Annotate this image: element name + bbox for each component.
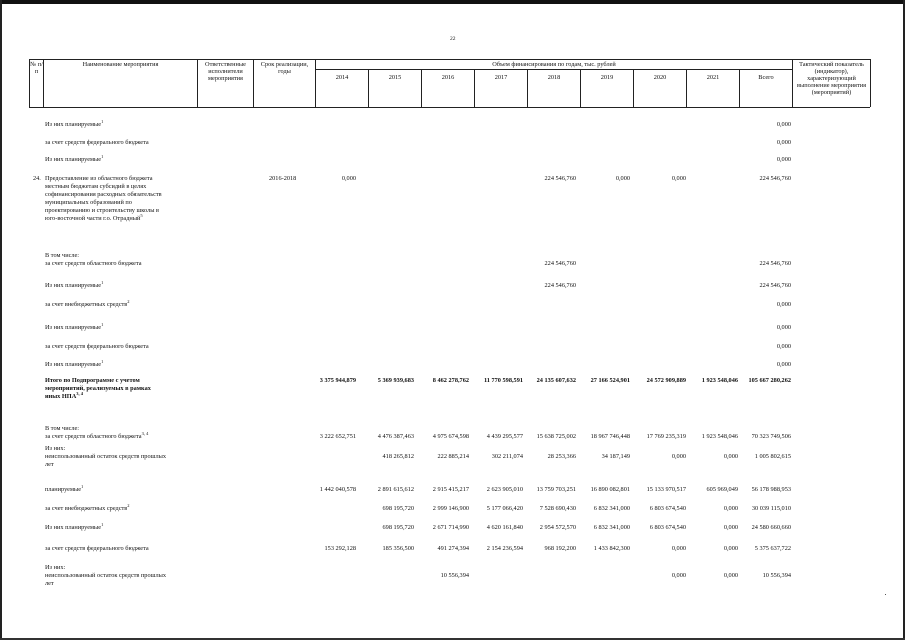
- header-year: 2018: [547, 74, 561, 81]
- row-label: [45, 279, 104, 290]
- row-label-text: за счет средств федерального бюджета: [45, 139, 149, 146]
- row-label-text: лет: [45, 579, 54, 587]
- row-value: 4 975 674,598: [432, 432, 469, 440]
- row-value: 2 623 905,010: [486, 486, 523, 493]
- row-value: 968 192,200: [544, 545, 576, 552]
- row-value: 0,000: [723, 524, 738, 531]
- row-value: 105 667 280,262: [748, 377, 791, 384]
- row-value: 0,000: [776, 361, 791, 368]
- row-value: 0,000: [341, 175, 356, 182]
- row-value: 2 999 146,900: [432, 505, 469, 512]
- row-value: 224 546,760: [544, 175, 576, 182]
- row-value: 15 638 725,002: [536, 432, 576, 440]
- row-label: [45, 390, 83, 401]
- row-label: [45, 545, 149, 553]
- row-value: 698 195,720: [382, 505, 414, 512]
- row-value: 0,000: [723, 505, 738, 512]
- row-label: [45, 199, 132, 207]
- row-value: 0,000: [723, 452, 738, 460]
- row-value: 2 954 572,570: [539, 524, 576, 531]
- footnote-marker: 1: [101, 321, 104, 327]
- row-value: 6 832 341,000: [593, 505, 630, 512]
- row-value: 11 770 598,591: [483, 377, 523, 384]
- row-label: [45, 572, 166, 580]
- row-value: 302 211,074: [491, 452, 523, 460]
- row-value: 10 556,394: [762, 571, 791, 579]
- row-value: 0,000: [723, 545, 738, 552]
- footnote-marker: 1: [101, 279, 104, 285]
- row-label-text: В том числе:: [45, 252, 80, 259]
- row-label: [45, 191, 162, 199]
- row-value: 0,000: [723, 571, 738, 579]
- row-value: 24 135 607,632: [536, 377, 576, 384]
- row-value: 24 572 909,889: [646, 377, 686, 384]
- row-value: 1 442 040,578: [319, 486, 356, 493]
- row-label-text: лет: [45, 460, 54, 468]
- scan-speck: [885, 594, 886, 595]
- row-period: 2016-2018: [269, 175, 297, 182]
- row-label: [45, 580, 54, 588]
- row-label: [45, 183, 146, 191]
- row-value: 6 832 341,000: [593, 524, 630, 531]
- row-value: 698 195,720: [382, 524, 414, 531]
- row-value: 1 433 842,300: [593, 545, 630, 552]
- row-label: [45, 521, 104, 532]
- header-num: № п/п: [30, 61, 43, 75]
- row-value: 0,000: [776, 121, 791, 128]
- row-value: 153 292,128: [324, 545, 356, 552]
- row-value: 5 177 066,420: [486, 505, 523, 512]
- footnote-marker: 2: [127, 298, 130, 304]
- row-value: 224 546,760: [544, 259, 576, 267]
- header-year: 2015: [388, 74, 402, 81]
- row-value: 605 969,049: [706, 486, 738, 493]
- row-label-text: Из них планируемые: [45, 324, 102, 331]
- header-divider: [870, 59, 871, 107]
- row-value: 4 476 387,463: [377, 432, 414, 440]
- row-label-text: софинансирования расходных обязательств: [45, 190, 162, 198]
- row-label-text: планируемые: [45, 486, 81, 493]
- header-year: 2014: [335, 74, 349, 81]
- header-indicator: Тактический показатель (индикатор), характеризующий выполнение мероприятия (мероприятий): [797, 61, 866, 96]
- header-year: Всего: [758, 74, 774, 81]
- row-value: 1 923 548,046: [701, 377, 738, 384]
- row-value: 24 580 660,660: [751, 524, 791, 531]
- row-label: [45, 175, 153, 183]
- row-value: 4 439 295,577: [486, 432, 523, 440]
- row-label-text: Итого по Подпрограмме с учетом: [45, 377, 140, 384]
- row-label-text: В том числе:: [45, 425, 80, 432]
- row-value: 3 375 944,879: [319, 377, 356, 384]
- row-value: 30 039 115,010: [751, 505, 791, 512]
- row-value: 1 005 802,615: [754, 452, 791, 460]
- row-value: 0,000: [671, 571, 686, 579]
- row-label-text: Из них:: [45, 445, 66, 452]
- row-value: 1 923 548,046: [701, 432, 738, 440]
- row-label-text: неиспользованный остаток средств прошлых: [45, 452, 166, 460]
- row-label-text: Из них планируемые: [45, 156, 102, 163]
- row-value: 0,000: [671, 175, 686, 182]
- row-value: 70 323 749,506: [751, 432, 791, 440]
- row-value: 224 546,760: [544, 282, 576, 289]
- footnote-marker: 3, 4: [76, 390, 83, 396]
- footnote-marker: 2: [127, 502, 130, 508]
- header-year: 2017: [494, 74, 508, 81]
- footnote-marker: 1: [101, 521, 104, 527]
- row-label-text: Из них планируемые: [45, 361, 102, 368]
- row-label-text: за счет внебюджетных средств: [45, 505, 128, 512]
- row-value: 4 620 161,840: [486, 524, 523, 531]
- row-value: 0,000: [615, 175, 630, 182]
- row-label: [45, 252, 79, 260]
- row-label: [45, 564, 65, 572]
- row-value: 56 178 988,953: [751, 486, 791, 493]
- row-value: 8 462 278,762: [432, 377, 469, 384]
- row-value: 3 222 652,751: [319, 432, 356, 440]
- row-label-text: иных НПА: [45, 392, 77, 400]
- row-value: 0,000: [671, 545, 686, 552]
- row-value: 185 356,500: [382, 545, 414, 552]
- row-value: 0,000: [671, 452, 686, 460]
- row-label-text: муниципальных образований по: [45, 198, 132, 206]
- row-value: 418 265,812: [382, 452, 414, 460]
- page-number: 22: [450, 36, 456, 42]
- row-label: [45, 425, 79, 433]
- row-value: 17 769 235,319: [646, 432, 686, 440]
- row-value: 0,000: [776, 301, 791, 308]
- footnote-marker: 3, 4: [141, 430, 149, 436]
- row-value: 5 375 637,722: [754, 545, 791, 552]
- row-value: 0,000: [776, 156, 791, 163]
- row-value: 28 253,366: [547, 452, 576, 460]
- row-value: 0,000: [776, 324, 791, 331]
- row-label-text: за счет средств федерального бюджета: [45, 343, 149, 350]
- header-financing: Объем финансирования по годам, тыс. рублей: [492, 61, 616, 68]
- row-label-text: за счет средств федерального бюджета: [45, 545, 149, 552]
- row-label-text: за счет внебюджетных средств: [45, 301, 128, 308]
- row-value: 2 154 236,594: [486, 545, 523, 552]
- row-value: 491 274,394: [437, 545, 469, 552]
- page-frame-top: [0, 0, 905, 4]
- row-label-text: Из них планируемые: [45, 121, 102, 128]
- row-label: [45, 343, 149, 351]
- row-label: [45, 445, 65, 453]
- row-label: [45, 153, 104, 164]
- row-label: [45, 260, 142, 268]
- row-value: 6 803 674,540: [649, 505, 686, 512]
- row-value: 16 890 082,801: [590, 486, 630, 493]
- header-year: 2019: [600, 74, 614, 81]
- header-year: 2016: [441, 74, 455, 81]
- row-value: 224 546,760: [759, 175, 791, 182]
- footnote-marker: 1: [80, 483, 84, 489]
- header-year: 2020: [653, 74, 667, 81]
- row-value: 222 885,214: [437, 452, 469, 460]
- footnote-marker: 1: [101, 153, 104, 159]
- row-value: 34 187,149: [601, 452, 630, 460]
- footnote-marker: 1: [101, 118, 104, 124]
- row-label-text: Из них планируемые: [45, 282, 102, 289]
- row-label: [45, 385, 151, 393]
- row-label: [45, 377, 140, 385]
- row-label-text: Из них планируемые: [45, 524, 102, 531]
- row-label: [45, 139, 149, 147]
- row-value: 7 528 690,430: [539, 505, 576, 512]
- row-label: [45, 502, 130, 513]
- row-label: [45, 358, 104, 369]
- row-label: [45, 453, 166, 461]
- row-label-text: Предоставление из областного бюджета: [45, 175, 153, 182]
- row-label-text: Из них:: [45, 564, 66, 571]
- row-value: 18 967 746,448: [590, 432, 630, 440]
- row-value: 10 556,394: [440, 571, 469, 579]
- row-label-text: за счет средств областного бюджета: [45, 432, 142, 440]
- row-value: 15 133 970,517: [646, 486, 686, 493]
- row-value: 2 915 415,217: [432, 486, 469, 493]
- row-label-text: местным бюджетам субсидий в целях: [45, 182, 147, 190]
- row-label: [45, 321, 104, 332]
- header-year: 2021: [706, 74, 720, 81]
- row-value: 5 369 939,683: [377, 377, 414, 384]
- row-value: 224 546,760: [759, 282, 791, 289]
- footnote-marker: 1: [101, 358, 104, 364]
- row-value: 2 891 615,612: [377, 486, 414, 493]
- row-label: [45, 298, 130, 309]
- header-name: Наименование мероприятия: [82, 61, 159, 68]
- row-label-text: проектированию и строительству школы в: [45, 206, 160, 214]
- row-number: 24.: [33, 175, 41, 182]
- row-value: 224 546,760: [759, 259, 791, 267]
- footnote-marker: 5: [140, 212, 143, 218]
- row-label: [45, 118, 104, 129]
- row-label: [45, 430, 149, 441]
- page-frame-left: [0, 0, 2, 640]
- row-label-text: юго-восточной части г.о. Отрадный: [45, 214, 141, 222]
- row-label-text: за счет средств областного бюджета: [45, 259, 142, 267]
- header-executors: Ответственные исполнители мероприятия: [205, 61, 246, 82]
- row-label-text: мероприятий, реализуемых в рамках: [45, 384, 151, 392]
- row-value: 13 759 703,251: [536, 486, 576, 493]
- header-subdivider: [315, 69, 792, 70]
- row-label-text: неиспользованный остаток средств прошлых: [45, 571, 166, 579]
- row-value: 27 166 524,901: [590, 377, 630, 384]
- row-value: 0,000: [776, 139, 791, 146]
- header-period: Срок реализации, годы: [260, 61, 309, 75]
- row-label: [45, 483, 84, 494]
- row-label: [45, 461, 54, 469]
- row-label: [45, 212, 143, 223]
- row-value: 6 803 674,540: [649, 524, 686, 531]
- row-value: 2 671 714,990: [432, 524, 469, 531]
- row-value: 0,000: [776, 343, 791, 350]
